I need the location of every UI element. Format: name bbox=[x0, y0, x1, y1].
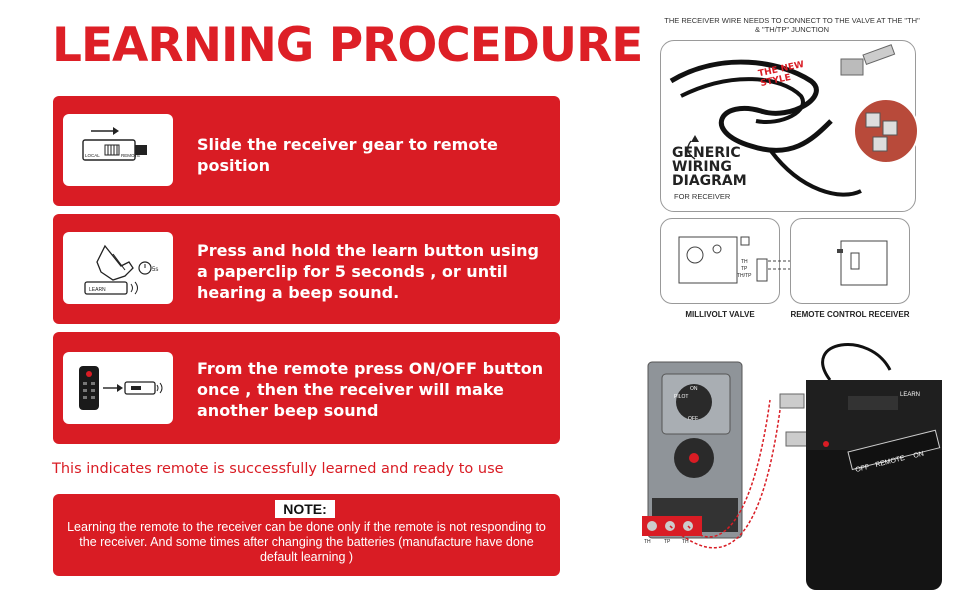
valve-schematic-icon bbox=[661, 219, 781, 305]
diagram-subtitle: FOR RECEIVER bbox=[674, 192, 731, 201]
success-message: This indicates remote is successfully learned and ready to use bbox=[52, 461, 504, 477]
page-title: LEARNING PROCEDURE bbox=[52, 18, 643, 73]
step-card-2 bbox=[53, 214, 560, 324]
step-2-icon-box bbox=[63, 232, 173, 304]
valve-pilot-label: PILOT bbox=[674, 394, 689, 400]
receiver-label: REMOTE CONTROL RECEIVER bbox=[790, 310, 910, 319]
diagram-title: GENERIC WIRING DIAGRAM bbox=[672, 145, 747, 189]
photo-learn-label: LEARN bbox=[900, 392, 921, 398]
terminal-th-label: TH bbox=[741, 259, 748, 265]
switch-remote-label: REMOTE bbox=[121, 153, 141, 158]
switch-remote-label-photo: REMOTE bbox=[874, 454, 906, 469]
note-label: NOTE: bbox=[275, 500, 335, 518]
valve-label: MILLIVOLT VALVE bbox=[685, 310, 755, 319]
learn-label: LEARN bbox=[89, 287, 106, 293]
photo-terminal-th2: TH bbox=[682, 539, 689, 545]
remote-to-receiver-icon bbox=[63, 352, 173, 424]
wiring-caption: THE RECEIVER WIRE NEEDS TO CONNECT TO THE VALVE AT THE "TH" & "TH/TP" JUNCTION bbox=[664, 16, 920, 34]
valve-and-receiver-illustration bbox=[630, 340, 970, 600]
step-card-3 bbox=[53, 332, 560, 444]
finger-press-learn-icon bbox=[63, 232, 173, 304]
switch-on-label: ON bbox=[912, 450, 925, 460]
receiver-switch-icon bbox=[63, 114, 173, 186]
switch-local-label: LOCAL bbox=[85, 153, 100, 158]
step-1-icon-box bbox=[63, 114, 173, 186]
terminal-tp-label: TP bbox=[741, 266, 748, 272]
product-photo bbox=[630, 340, 970, 600]
valve-diagram-box bbox=[660, 218, 780, 304]
step-card-1 bbox=[53, 96, 560, 206]
valve-on-label: ON bbox=[690, 386, 698, 392]
switch-off-label: OFF bbox=[854, 463, 871, 474]
receiver-schematic-icon bbox=[791, 219, 911, 305]
receiver-diagram-box bbox=[790, 218, 910, 304]
step-2-text: Press and hold the learn button using a paperclip for 5 seconds , or until hearing a beep sound. bbox=[197, 241, 539, 302]
valve-off-label: OFF bbox=[688, 416, 698, 422]
photo-terminal-th1: TH bbox=[644, 539, 651, 545]
photo-terminal-tp: TP bbox=[664, 539, 671, 545]
timer-5s-label: 5s bbox=[152, 267, 159, 273]
note-box bbox=[53, 494, 560, 576]
step-3-text: From the remote press ON/OFF button once , then the receiver will make another beep sound bbox=[197, 359, 544, 420]
step-1-text: Slide the receiver gear to remote position bbox=[197, 135, 498, 175]
new-style-badge: THE NEW STYLE bbox=[757, 59, 806, 90]
note-body: Learning the remote to the receiver can be done only if the remote is not responding to the receiver. And some times after changing the batteries (manufacture have done default learning ) bbox=[67, 520, 546, 564]
step-3-icon-box bbox=[63, 352, 173, 424]
terminal-thtp-label: TH/TP bbox=[737, 273, 752, 279]
